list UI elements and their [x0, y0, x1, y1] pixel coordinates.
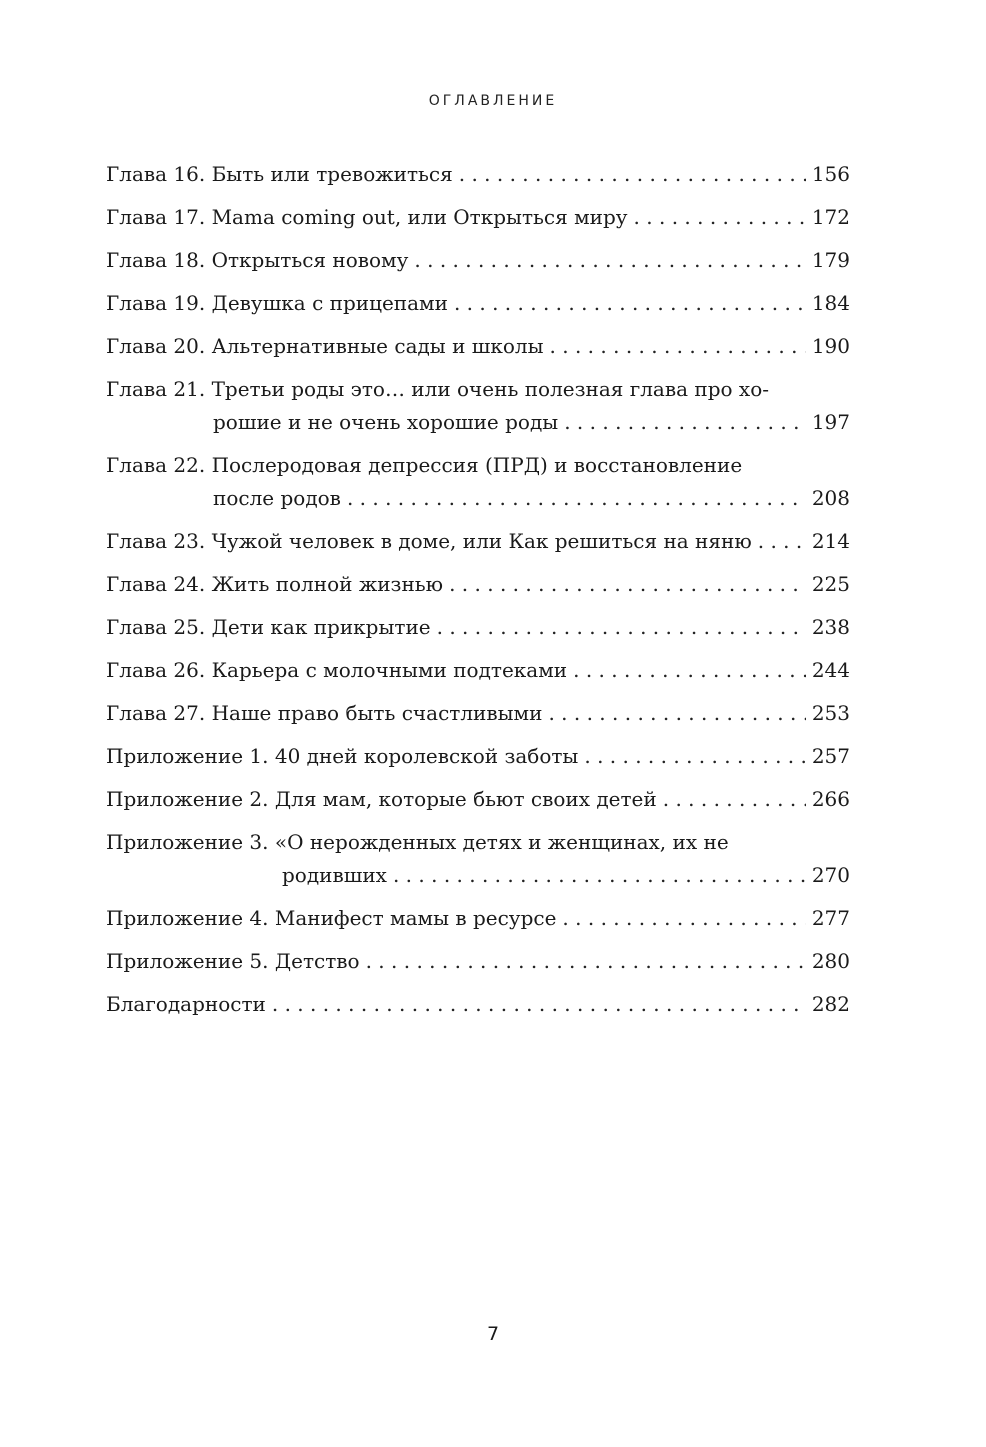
- toc-entry-title: Быть или тревожиться: [211, 162, 453, 186]
- toc-entry-title: Чужой человек в доме, или Как решиться на няню: [211, 529, 752, 553]
- toc-entry: [106, 201, 850, 234]
- toc-entry-page: 190: [811, 334, 850, 358]
- toc-entry: [106, 449, 850, 515]
- toc-entry-title-line1: Послеродовая депрессия (ПРД) и восстановление: [211, 453, 743, 477]
- dot-leader: [573, 654, 806, 687]
- toc-entry-prefix: Глава 22.: [106, 453, 206, 477]
- page-title: ОГЛАВЛЕНИЕ: [428, 93, 558, 109]
- toc-entry: [106, 244, 850, 277]
- dot-leader: [663, 783, 806, 816]
- toc-entry-title: Наше право быть счастливыми: [211, 701, 543, 725]
- toc-entry-page: 179: [811, 248, 850, 272]
- dot-leader: [758, 525, 806, 558]
- toc-entry-title-line1: Третьи роды это… или очень полезная глава про хо-: [211, 377, 769, 401]
- toc-entry-prefix: Приложение 2.: [106, 787, 269, 811]
- dot-leader: [414, 244, 805, 277]
- dot-leader: [634, 201, 806, 234]
- toc-entry-prefix: Глава 25.: [106, 615, 206, 639]
- toc-entry-title: Открыться новому: [211, 248, 409, 272]
- toc-entry-prefix: Приложение 3.: [106, 830, 269, 854]
- toc-entry-page: 270: [811, 863, 850, 887]
- toc-entry-title: Детство: [274, 949, 360, 973]
- dot-leader: [584, 740, 805, 773]
- page-number: 7: [486, 1323, 500, 1345]
- toc-entry-page: 244: [811, 658, 850, 682]
- toc-entry-prefix: Глава 23.: [106, 529, 206, 553]
- toc-entry-prefix: Глава 24.: [106, 572, 206, 596]
- toc-entry-title: Благодарности: [106, 992, 266, 1016]
- dot-leader: [550, 330, 806, 363]
- toc-entry-page: 214: [811, 529, 850, 553]
- toc-entry: [106, 902, 850, 935]
- toc-entry: [106, 783, 850, 816]
- dot-leader: [564, 406, 806, 439]
- toc-entry-title: Манифест мамы в ресурсе: [274, 906, 557, 930]
- toc-entry-prefix: Приложение 5.: [106, 949, 269, 973]
- toc-entry: [106, 654, 850, 687]
- dot-leader: [449, 568, 806, 601]
- toc-entry-title: 40 дней королевской заботы: [274, 744, 579, 768]
- toc-entry-page: 172: [811, 205, 850, 229]
- toc-entry: [106, 826, 850, 892]
- toc-entry-prefix: Глава 19.: [106, 291, 206, 315]
- dot-leader: [454, 287, 806, 320]
- dot-leader: [562, 902, 805, 935]
- toc-entry-prefix: Глава 26.: [106, 658, 206, 682]
- toc-entry-page: 280: [811, 949, 850, 973]
- toc-entry-prefix: Глава 17.: [106, 205, 206, 229]
- toc-entry: [106, 330, 850, 363]
- toc-entry: [106, 988, 850, 1021]
- toc-entry-prefix: Глава 16.: [106, 162, 206, 186]
- toc-entry: [106, 158, 850, 191]
- dot-leader: [548, 697, 805, 730]
- toc-entry-page: 277: [811, 906, 850, 930]
- toc-entry-title: Альтернативные сады и школы: [211, 334, 544, 358]
- dot-leader: [347, 482, 806, 515]
- toc-entry-title-line2: рошие и не очень хорошие роды: [213, 410, 559, 434]
- dot-leader: [459, 158, 806, 191]
- toc-entry-title-line2: после родов: [213, 486, 341, 510]
- toc-entry-title-line2: родивших: [282, 863, 387, 887]
- toc-entry-page: 184: [811, 291, 850, 315]
- toc-entry-page: 225: [811, 572, 850, 596]
- dot-leader: [393, 859, 806, 892]
- toc-entry-prefix: Приложение 4.: [106, 906, 269, 930]
- toc-entry-prefix: Приложение 1.: [106, 744, 269, 768]
- toc-entry-title: Дети как прикрытие: [211, 615, 431, 639]
- toc-entry-page: 208: [811, 486, 850, 510]
- dot-leader: [272, 988, 806, 1021]
- toc-entry-title-line1: «О нерожденных детях и женщинах, их не: [274, 830, 729, 854]
- toc-entry-title: Жить полной жизнью: [211, 572, 444, 596]
- dot-leader: [437, 611, 806, 644]
- toc-entry-page: 282: [811, 992, 850, 1016]
- toc-entry: [106, 287, 850, 320]
- toc-entry: [106, 568, 850, 601]
- toc-entry-prefix: Глава 20.: [106, 334, 206, 358]
- toc-entry: [106, 945, 850, 978]
- toc-entry-title: Mama coming out, или Открыться миру: [211, 205, 628, 229]
- toc-entry-page: 238: [811, 615, 850, 639]
- toc-entry-title: Карьера с молочными подтеками: [211, 658, 568, 682]
- toc-entry-page: 156: [811, 162, 850, 186]
- toc-entry-prefix: Глава 21.: [106, 377, 206, 401]
- toc-entry-title: Для мам, которые бьют своих детей: [274, 787, 657, 811]
- table-of-contents: [106, 158, 850, 1031]
- toc-entry: [106, 611, 850, 644]
- toc-entry-prefix: Глава 18.: [106, 248, 206, 272]
- toc-entry-prefix: Глава 27.: [106, 701, 206, 725]
- toc-entry: [106, 525, 850, 558]
- toc-entry-page: 197: [811, 410, 850, 434]
- toc-entry-page: 257: [811, 744, 850, 768]
- dot-leader: [366, 945, 806, 978]
- toc-entry: [106, 697, 850, 730]
- toc-entry-page: 266: [811, 787, 850, 811]
- toc-entry: [106, 740, 850, 773]
- toc-entry: [106, 373, 850, 439]
- toc-entry-title: Девушка с прицепами: [211, 291, 448, 315]
- toc-entry-page: 253: [811, 701, 850, 725]
